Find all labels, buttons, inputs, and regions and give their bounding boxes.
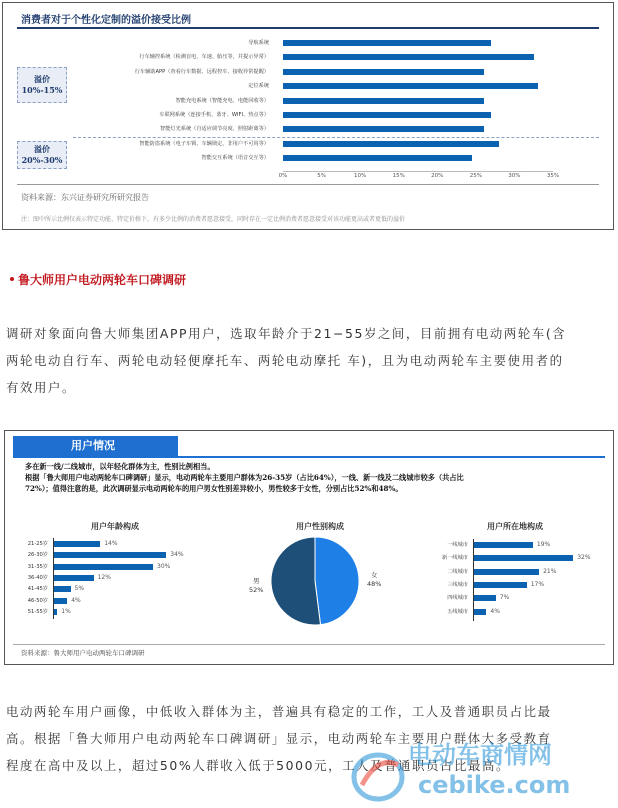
pie-label-male [249, 577, 263, 595]
value-label: 32% [577, 554, 591, 562]
x-tick-label: 25% [469, 173, 482, 179]
figure2-source: 资料来源：鲁大师用户电动两轮车口碑调研 [21, 649, 145, 657]
banner-underline [13, 456, 605, 458]
value-label: 21% [543, 567, 557, 575]
paragraph-line: 调研对象面向鲁大师集团APP用户，选取年龄介于21−55岁之间，目前拥有电动两轮车(含 [6, 326, 567, 341]
summary-line: 72%）；值得注意的是，此次调研显示电动两轮车的用户男女性别差异较小，男性较多于女性，分别占比52%和48%。 [25, 484, 403, 493]
user-profile-summary [25, 461, 605, 494]
category-label: 一线城市 [447, 542, 468, 548]
category-label: 车联网系统（连接手机、蓝牙、WIFI、热点等） [159, 112, 269, 118]
data-bar [54, 598, 67, 604]
male-value: 52% [249, 586, 264, 594]
section-title: 鲁大师用户电动两轮车口碑调研 [18, 273, 187, 287]
city-panel-title: 用户所在地构成 [487, 521, 543, 531]
value-label: 17% [530, 580, 545, 588]
x-tick-label: 0% [278, 173, 288, 179]
x-tick-label: 5% [317, 173, 326, 179]
group-label-line2: 20%-30% [21, 155, 63, 165]
figure1-source: 资料来源：东兴证券研究所研究报告 [21, 193, 149, 202]
premium-bar [283, 69, 484, 75]
category-label: 51-55岁 [27, 608, 48, 615]
data-bar [54, 564, 153, 570]
data-bar [474, 595, 496, 601]
gender-panel-title: 用户性别构成 [296, 521, 344, 531]
data-bar [474, 555, 573, 561]
value-label: 5% [74, 585, 85, 593]
pie-label-female [367, 571, 381, 589]
paragraph-line: 程度在高中及以上，超过50%人群收入低于5000元，工人及普通职员占比最高。 [6, 758, 510, 773]
value-label: 14% [104, 540, 118, 547]
data-bar [474, 582, 527, 588]
premium-bar [283, 83, 538, 89]
premium-bar [283, 54, 534, 60]
premium-bar [283, 155, 472, 161]
category-label: 26-30岁 [27, 552, 48, 559]
data-bar [54, 575, 94, 581]
x-axis [283, 171, 553, 172]
pie-slice-female [315, 537, 359, 625]
value-label: 1% [61, 607, 71, 615]
premium-bar [283, 98, 484, 104]
watermark-en: cebike.com [418, 771, 571, 799]
value-label: 30% [157, 562, 171, 570]
user-profile-figure [4, 430, 614, 665]
category-label: 定位系统 [248, 83, 269, 90]
category-label: 智能交互系统（语音交互等） [201, 155, 269, 162]
category-label: 智能灯光系统（自适应调节亮度、照射距离等） [160, 126, 269, 133]
data-bar [474, 542, 533, 548]
value-label: 19% [536, 541, 551, 548]
user-profile-banner: 用户情况 [13, 436, 178, 456]
x-tick-label: 35% [546, 173, 560, 179]
watermark-cn: 电动车商情网 [408, 741, 552, 769]
cebike-watermark-logo [350, 735, 615, 805]
figure1-note: 注：图中所示比例仅表示特定功能、特定价格下，有多少比例的消费者愿意接受，同时存在一定比例消费者愿意接受对该功能更高或者更低的溢价 [21, 216, 406, 223]
figure1-title: 消费者对于个性化定制的溢价接受比例 [21, 15, 191, 26]
category-label: 46-50岁 [27, 597, 48, 604]
premium-bar [283, 112, 491, 118]
premium-group-10-15 [17, 67, 67, 103]
category-label: 新一线城市 [442, 555, 468, 562]
group-divider [73, 137, 599, 138]
pie-slice-male [271, 537, 321, 625]
age-panel-title: 用户年龄构成 [91, 521, 139, 531]
paragraph-line: 有效用户。 [6, 380, 76, 395]
data-bar [54, 552, 166, 558]
data-bar [474, 609, 486, 615]
source-rule [13, 644, 605, 645]
category-label: 二线城市 [447, 568, 468, 575]
premium-bar [283, 141, 499, 147]
x-tick-label: 20% [431, 173, 444, 179]
category-label: 21-25岁 [27, 541, 48, 547]
premium-acceptance-figure [2, 2, 614, 230]
x-tick-label: 10% [354, 173, 367, 179]
value-label: 4% [71, 596, 81, 604]
data-bar [54, 586, 71, 592]
gender-pie-chart [270, 536, 360, 626]
group-label-line1: 溢价 [34, 144, 50, 154]
category-label: 三线城市 [447, 581, 468, 588]
figure1-title-rule [17, 27, 599, 29]
category-label: 四线城市 [447, 595, 468, 602]
category-label: 智能防盗系统（电子车锁、车辆锁定、非用户不可用等） [139, 140, 269, 147]
category-label: 行车辅助APP（查看行车数据、远程控车、接收异常提醒） [134, 68, 269, 75]
section-bullet-dot [10, 277, 14, 281]
value-label: 7% [499, 594, 510, 602]
premium-bar [283, 40, 491, 46]
x-tick-label: 15% [392, 173, 405, 179]
female-value: 48% [367, 580, 382, 588]
paragraph-line: 高。根据「鲁大师用户电动两轮车口碑调研」显示，电动两轮车主要用户群体大多受教育 [6, 731, 552, 746]
value-label: 12% [97, 573, 111, 581]
premium-group-20-30 [17, 141, 67, 169]
value-label: 34% [170, 551, 184, 559]
group-label-line2: 10%-15% [21, 85, 63, 95]
female-label: 女 [370, 571, 378, 579]
x-tick-label: 30% [508, 173, 521, 179]
data-bar [54, 541, 100, 547]
data-bar [54, 609, 57, 615]
paragraph-line: 两轮电动自行车、两轮电动轻便摩托车、两轮电动摩托 车)，且为电动两轮车主要使用者的 [6, 353, 564, 368]
category-label: 41-45岁 [27, 586, 48, 593]
group-label-line1: 溢价 [34, 74, 50, 84]
category-label: 五线城市 [447, 608, 468, 615]
summary-line: 多在新一线/二线城市，以年轻化群体为主，性别比例相当。 [25, 462, 215, 471]
category-label: 行车辅控系统（检测盲电、车速、胎压等，并提示异常） [139, 54, 269, 61]
male-label: 男 [252, 577, 260, 585]
value-label: 4% [490, 607, 500, 615]
source-rule [17, 184, 599, 185]
summary-line: 根据「鲁大师用户电动两轮车口碑调研」显示，电动两轮车主要用户群体为26-35岁（占比64%），一线、新一线及二线城市较多（共占比 [25, 473, 464, 482]
category-label: 36-40岁 [27, 574, 48, 581]
category-label: 导航系统 [248, 40, 269, 46]
category-label: 智能充电系统（智能充电、电能回收等） [175, 97, 269, 104]
category-label: 31-35岁 [27, 563, 48, 570]
data-bar [474, 569, 539, 575]
survey-intro-paragraph [6, 320, 610, 401]
paragraph-line: 电动两轮车用户画像，中低收入群体为主，普遍具有稳定的工作，工人及普通职员占比最 [6, 704, 552, 719]
premium-bar [283, 126, 484, 132]
